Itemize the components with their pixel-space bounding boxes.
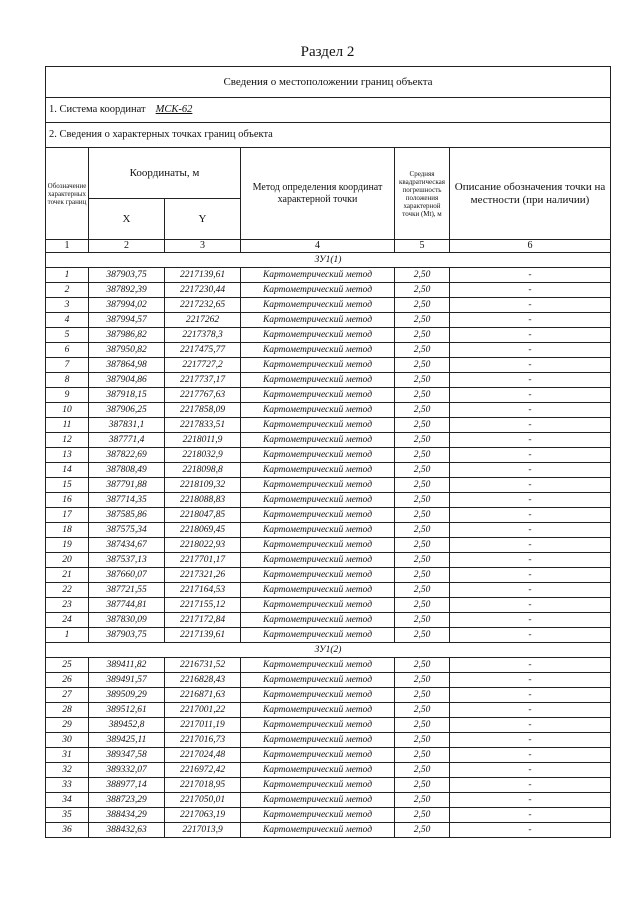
coord-y: 2217858,09 [165, 403, 241, 418]
coord-y: 2217011,19 [165, 718, 241, 733]
accuracy: 2,50 [395, 493, 450, 508]
coord-x: 387830,09 [89, 613, 165, 628]
coord-y: 2217024,48 [165, 748, 241, 763]
description: - [450, 298, 611, 313]
group-name: ЗУ1(1) [46, 253, 611, 268]
method: Картометрический метод [241, 508, 395, 523]
description: - [450, 718, 611, 733]
table-row [46, 313, 611, 328]
table-row [46, 583, 611, 598]
point-number: 21 [46, 568, 89, 583]
table-row [46, 298, 611, 313]
point-number: 17 [46, 508, 89, 523]
header-designation: Обозначение характерных точек границ [46, 148, 89, 240]
description: - [450, 373, 611, 388]
coord-y: 2217016,73 [165, 733, 241, 748]
table-row [46, 568, 611, 583]
coord-x: 387986,82 [89, 328, 165, 343]
coord-y: 2217321,26 [165, 568, 241, 583]
point-number: 19 [46, 538, 89, 553]
method: Картометрический метод [241, 718, 395, 733]
method: Картометрический метод [241, 373, 395, 388]
point-number: 35 [46, 808, 89, 823]
coord-y: 2218047,85 [165, 508, 241, 523]
coord-x: 387714,35 [89, 493, 165, 508]
description: - [450, 823, 611, 838]
point-number: 20 [46, 553, 89, 568]
description: - [450, 448, 611, 463]
accuracy: 2,50 [395, 778, 450, 793]
coord-x: 387744,81 [89, 598, 165, 613]
table-row [46, 733, 611, 748]
coord-y: 2216871,63 [165, 688, 241, 703]
group-row [46, 643, 611, 658]
method: Картометрический метод [241, 628, 395, 643]
coord-y: 2217063,19 [165, 808, 241, 823]
accuracy: 2,50 [395, 793, 450, 808]
table-row [46, 478, 611, 493]
point-number: 16 [46, 493, 89, 508]
table-title: Сведения о местоположении границ объекта [46, 67, 611, 98]
accuracy: 2,50 [395, 673, 450, 688]
coord-x: 387771,4 [89, 433, 165, 448]
point-number: 6 [46, 343, 89, 358]
method: Картометрический метод [241, 358, 395, 373]
coord-y: 2217230,44 [165, 283, 241, 298]
method: Картометрический метод [241, 448, 395, 463]
method: Картометрический метод [241, 823, 395, 838]
coord-y: 2217701,17 [165, 553, 241, 568]
coord-x: 387660,07 [89, 568, 165, 583]
point-number: 1 [46, 628, 89, 643]
table-row [46, 688, 611, 703]
description: - [450, 613, 611, 628]
description: - [450, 478, 611, 493]
header-method: Метод определения координат характерной точки [241, 148, 395, 240]
accuracy: 2,50 [395, 343, 450, 358]
point-number: 34 [46, 793, 89, 808]
point-number: 1 [46, 268, 89, 283]
point-number: 36 [46, 823, 89, 838]
accuracy: 2,50 [395, 403, 450, 418]
coord-y: 2217378,3 [165, 328, 241, 343]
point-number: 9 [46, 388, 89, 403]
coord-y: 2216731,52 [165, 658, 241, 673]
coord-x: 388723,29 [89, 793, 165, 808]
method: Картометрический метод [241, 328, 395, 343]
coord-y: 2217262 [165, 313, 241, 328]
method: Картометрический метод [241, 808, 395, 823]
table-row [46, 508, 611, 523]
description: - [450, 793, 611, 808]
accuracy: 2,50 [395, 808, 450, 823]
point-number: 11 [46, 418, 89, 433]
accuracy: 2,50 [395, 268, 450, 283]
accuracy: 2,50 [395, 583, 450, 598]
description: - [450, 673, 611, 688]
description: - [450, 733, 611, 748]
point-number: 8 [46, 373, 89, 388]
method: Картометрический метод [241, 568, 395, 583]
coordinate-system-value: МСК-62 [155, 104, 193, 115]
coord-x: 387434,67 [89, 538, 165, 553]
table-row [46, 538, 611, 553]
section-title: Раздел 2 [300, 44, 355, 60]
coord-x: 387822,69 [89, 448, 165, 463]
method: Картометрический метод [241, 688, 395, 703]
coord-y: 2218109,32 [165, 478, 241, 493]
accuracy: 2,50 [395, 703, 450, 718]
table-row [46, 343, 611, 358]
table-row [46, 703, 611, 718]
description: - [450, 313, 611, 328]
description: - [450, 358, 611, 373]
coord-y: 2218011,9 [165, 433, 241, 448]
table-row [46, 748, 611, 763]
method: Картометрический метод [241, 748, 395, 763]
accuracy: 2,50 [395, 613, 450, 628]
point-number: 12 [46, 433, 89, 448]
point-number: 14 [46, 463, 89, 478]
description: - [450, 433, 611, 448]
column-number: 3 [165, 240, 241, 253]
accuracy: 2,50 [395, 388, 450, 403]
method: Картометрический метод [241, 283, 395, 298]
column-number: 1 [46, 240, 89, 253]
coord-y: 2217172,84 [165, 613, 241, 628]
coord-y: 2216828,43 [165, 673, 241, 688]
document-sheet [45, 42, 610, 838]
method: Картометрический метод [241, 733, 395, 748]
description: - [450, 778, 611, 793]
table-row [46, 523, 611, 538]
coord-y: 2217155,12 [165, 598, 241, 613]
coord-x: 389491,57 [89, 673, 165, 688]
point-number: 4 [46, 313, 89, 328]
method: Картометрический метод [241, 793, 395, 808]
table-row [46, 553, 611, 568]
accuracy: 2,50 [395, 823, 450, 838]
description: - [450, 553, 611, 568]
table-row [46, 373, 611, 388]
description: - [450, 538, 611, 553]
method: Картометрический метод [241, 463, 395, 478]
description: - [450, 463, 611, 478]
method: Картометрический метод [241, 418, 395, 433]
header-y: Y [165, 199, 241, 240]
coord-x: 389347,58 [89, 748, 165, 763]
coord-x: 387994,02 [89, 298, 165, 313]
coord-y: 2217139,61 [165, 628, 241, 643]
accuracy: 2,50 [395, 463, 450, 478]
accuracy: 2,50 [395, 658, 450, 673]
accuracy: 2,50 [395, 448, 450, 463]
coord-x: 388432,63 [89, 823, 165, 838]
accuracy: 2,50 [395, 763, 450, 778]
point-number: 26 [46, 673, 89, 688]
method: Картометрический метод [241, 763, 395, 778]
table-row [46, 493, 611, 508]
description: - [450, 583, 611, 598]
table-row [46, 358, 611, 373]
description: - [450, 508, 611, 523]
table-row [46, 448, 611, 463]
accuracy: 2,50 [395, 718, 450, 733]
coord-y: 2217018,95 [165, 778, 241, 793]
boundary-table [45, 66, 611, 838]
table-row [46, 418, 611, 433]
header-accuracy: Средняя квадратическая погрешность положения характерной точки (Mt), м [395, 148, 450, 240]
coord-y: 2217050,01 [165, 793, 241, 808]
point-number: 3 [46, 298, 89, 313]
accuracy: 2,50 [395, 313, 450, 328]
header-x: X [89, 199, 165, 240]
description: - [450, 748, 611, 763]
table-row [46, 433, 611, 448]
description: - [450, 763, 611, 778]
accuracy: 2,50 [395, 283, 450, 298]
table-row [46, 598, 611, 613]
coord-x: 387903,75 [89, 628, 165, 643]
point-number: 27 [46, 688, 89, 703]
method: Картометрический метод [241, 343, 395, 358]
point-number: 32 [46, 763, 89, 778]
table-row [46, 268, 611, 283]
description: - [450, 703, 611, 718]
accuracy: 2,50 [395, 733, 450, 748]
point-number: 23 [46, 598, 89, 613]
table-row [46, 463, 611, 478]
description: - [450, 328, 611, 343]
coord-y: 2218088,83 [165, 493, 241, 508]
method: Картометрический метод [241, 268, 395, 283]
method: Картометрический метод [241, 583, 395, 598]
table-row [46, 718, 611, 733]
point-number: 33 [46, 778, 89, 793]
table-row [46, 388, 611, 403]
accuracy: 2,50 [395, 523, 450, 538]
coord-y: 2217833,51 [165, 418, 241, 433]
point-number: 15 [46, 478, 89, 493]
coord-x: 387892,39 [89, 283, 165, 298]
method: Картометрический метод [241, 538, 395, 553]
accuracy: 2,50 [395, 553, 450, 568]
accuracy: 2,50 [395, 373, 450, 388]
column-number: 5 [395, 240, 450, 253]
coord-y: 2218022,93 [165, 538, 241, 553]
coord-y: 2217164,53 [165, 583, 241, 598]
table-row [46, 403, 611, 418]
column-number: 4 [241, 240, 395, 253]
column-number: 6 [450, 240, 611, 253]
coord-x: 387575,34 [89, 523, 165, 538]
method: Картометрический метод [241, 478, 395, 493]
accuracy: 2,50 [395, 418, 450, 433]
method: Картометрический метод [241, 553, 395, 568]
method: Картометрический метод [241, 598, 395, 613]
coord-x: 387903,75 [89, 268, 165, 283]
coord-x: 389509,29 [89, 688, 165, 703]
coord-x: 387791,88 [89, 478, 165, 493]
description: - [450, 268, 611, 283]
header-description: Описание обозначения точки на местности (при наличии) [450, 148, 611, 240]
point-number: 24 [46, 613, 89, 628]
description: - [450, 658, 611, 673]
accuracy: 2,50 [395, 568, 450, 583]
column-numbers-row [46, 240, 611, 253]
coordinate-system-label: 1. Система координат [49, 104, 146, 115]
coord-y: 2217767,63 [165, 388, 241, 403]
accuracy: 2,50 [395, 628, 450, 643]
method: Картометрический метод [241, 673, 395, 688]
point-number: 25 [46, 658, 89, 673]
coord-x: 389411,82 [89, 658, 165, 673]
coordinate-system-row [46, 98, 611, 123]
coord-y: 2216972,42 [165, 763, 241, 778]
point-number: 10 [46, 403, 89, 418]
coord-x: 387831,1 [89, 418, 165, 433]
method: Картометрический метод [241, 778, 395, 793]
accuracy: 2,50 [395, 538, 450, 553]
coord-y: 2218069,45 [165, 523, 241, 538]
coord-x: 388977,14 [89, 778, 165, 793]
accuracy: 2,50 [395, 358, 450, 373]
description: - [450, 418, 611, 433]
table-row [46, 778, 611, 793]
point-number: 13 [46, 448, 89, 463]
accuracy: 2,50 [395, 598, 450, 613]
coord-y: 2217737,17 [165, 373, 241, 388]
group-name: ЗУ1(2) [46, 643, 611, 658]
table-row [46, 808, 611, 823]
table-row [46, 658, 611, 673]
method: Картометрический метод [241, 298, 395, 313]
table-row [46, 673, 611, 688]
accuracy: 2,50 [395, 748, 450, 763]
coord-x: 387994,57 [89, 313, 165, 328]
method: Картометрический метод [241, 523, 395, 538]
coord-y: 2217139,61 [165, 268, 241, 283]
table-row [46, 628, 611, 643]
description: - [450, 523, 611, 538]
column-number: 2 [89, 240, 165, 253]
coord-x: 389452,8 [89, 718, 165, 733]
coord-x: 387906,25 [89, 403, 165, 418]
coord-x: 387585,86 [89, 508, 165, 523]
method: Картометрический метод [241, 403, 395, 418]
description: - [450, 568, 611, 583]
table-row [46, 613, 611, 628]
method: Картометрический метод [241, 313, 395, 328]
description: - [450, 343, 611, 358]
point-number: 28 [46, 703, 89, 718]
description: - [450, 403, 611, 418]
coord-y: 2217727,2 [165, 358, 241, 373]
point-number: 5 [46, 328, 89, 343]
description: - [450, 808, 611, 823]
group-row [46, 253, 611, 268]
points-label: 2. Сведения о характерных точках границ объекта [46, 123, 611, 148]
point-number: 29 [46, 718, 89, 733]
table-row [46, 793, 611, 808]
coord-x: 387950,82 [89, 343, 165, 358]
method: Картометрический метод [241, 433, 395, 448]
table-row [46, 283, 611, 298]
table-row [46, 328, 611, 343]
point-number: 31 [46, 748, 89, 763]
point-number: 18 [46, 523, 89, 538]
coord-y: 2218032,9 [165, 448, 241, 463]
accuracy: 2,50 [395, 478, 450, 493]
coord-y: 2217001,22 [165, 703, 241, 718]
coord-x: 387537,13 [89, 553, 165, 568]
coord-y: 2217475,77 [165, 343, 241, 358]
table-row [46, 823, 611, 838]
point-number: 22 [46, 583, 89, 598]
accuracy: 2,50 [395, 688, 450, 703]
accuracy: 2,50 [395, 298, 450, 313]
description: - [450, 493, 611, 508]
coord-x: 389332,07 [89, 763, 165, 778]
description: - [450, 598, 611, 613]
description: - [450, 628, 611, 643]
accuracy: 2,50 [395, 433, 450, 448]
method: Картометрический метод [241, 613, 395, 628]
coord-y: 2217232,65 [165, 298, 241, 313]
method: Картометрический метод [241, 703, 395, 718]
accuracy: 2,50 [395, 508, 450, 523]
method: Картометрический метод [241, 658, 395, 673]
point-number: 30 [46, 733, 89, 748]
accuracy: 2,50 [395, 328, 450, 343]
coord-x: 387864,98 [89, 358, 165, 373]
coord-x: 387721,55 [89, 583, 165, 598]
method: Картометрический метод [241, 493, 395, 508]
method: Картометрический метод [241, 388, 395, 403]
coord-y: 2218098,8 [165, 463, 241, 478]
coord-x: 389425,11 [89, 733, 165, 748]
description: - [450, 388, 611, 403]
point-number: 7 [46, 358, 89, 373]
description: - [450, 283, 611, 298]
coord-x: 387918,15 [89, 388, 165, 403]
coord-x: 389512,61 [89, 703, 165, 718]
table-row [46, 763, 611, 778]
coord-x: 387808,49 [89, 463, 165, 478]
coord-y: 2217013,9 [165, 823, 241, 838]
point-number: 2 [46, 283, 89, 298]
header-coordinates: Координаты, м [89, 148, 241, 199]
coord-x: 388434,29 [89, 808, 165, 823]
description: - [450, 688, 611, 703]
coord-x: 387904,86 [89, 373, 165, 388]
